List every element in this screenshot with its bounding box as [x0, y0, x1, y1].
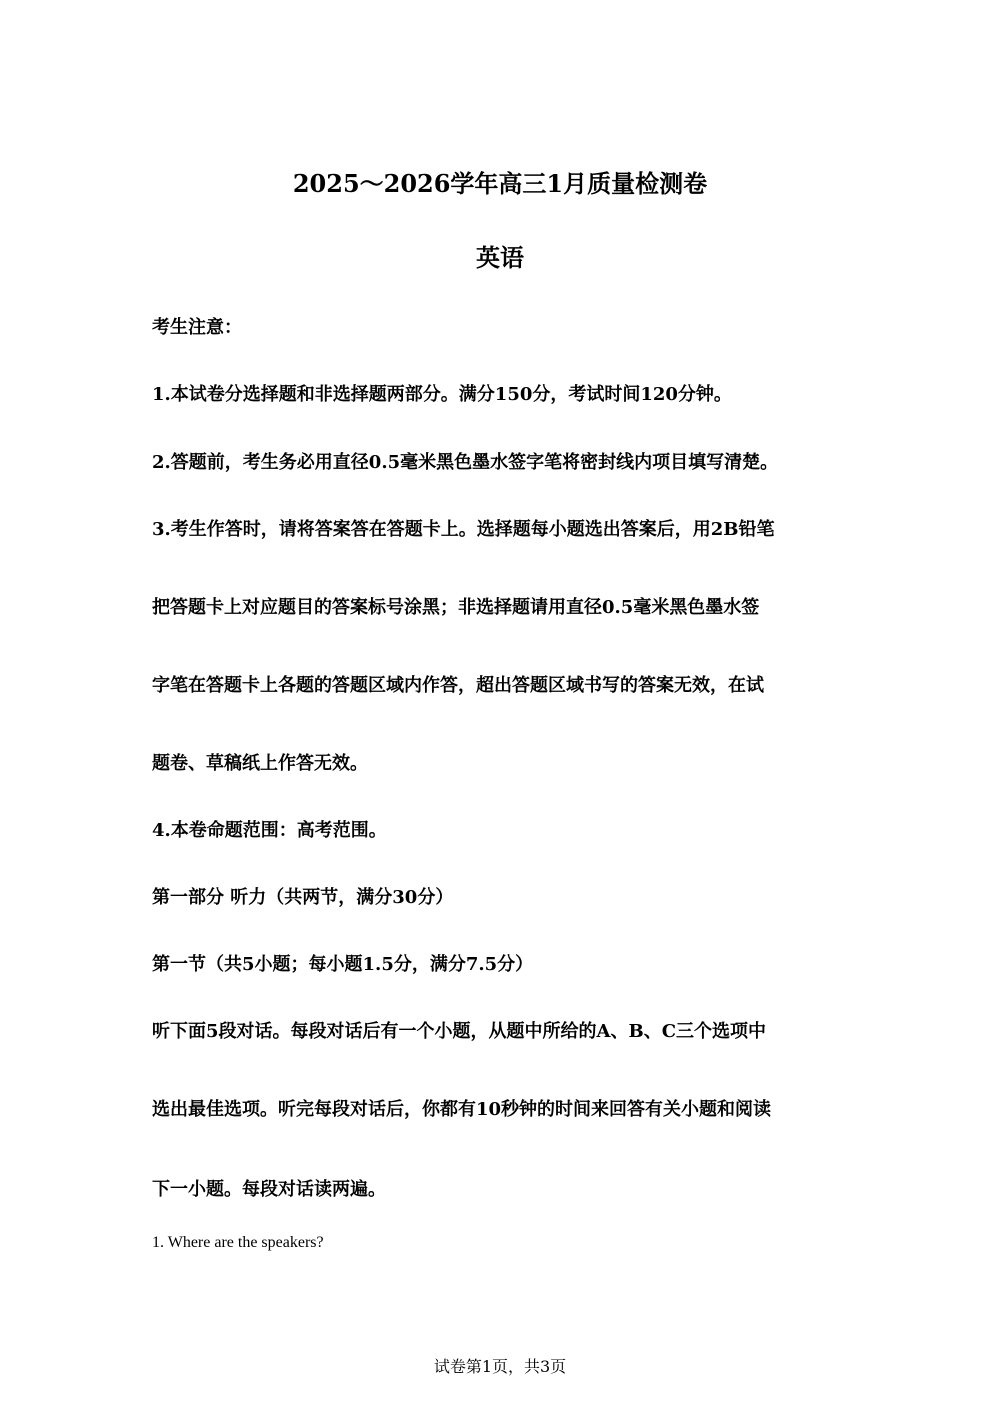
section1-heading: 第一节（共5小题；每小题1.5分，满分7.5分） [152, 954, 534, 975]
instructions-line-2: 选出最佳选项。听完每段对话后，你都有10秒钟的时间来回答有关小题和阅读 [152, 1099, 772, 1120]
question-1: 1. Where are the speakers? [152, 1234, 324, 1251]
subject-title: 英语 [476, 243, 524, 272]
notice-item-2: 2.答题前，考生务必用直径0.5毫米黑色墨水签字笔将密封线内项目填写清楚。 [152, 452, 779, 473]
notice-item-3-line-2: 把答题卡上对应题目的答案标号涂黑；非选择题请用直径0.5毫米黑色墨水签 [152, 597, 760, 618]
notice-heading: 考生注意： [152, 317, 242, 338]
part1-heading: 第一部分 听力（共两节，满分30分） [152, 887, 454, 908]
notice-item-3-line-3: 字笔在答题卡上各题的答题区域内作答，超出答题区域书写的答案无效，在试 [152, 675, 764, 696]
notice-item-3-line-1: 3.考生作答时，请将答案答在答题卡上。选择题每小题选出答案后，用2B铅笔 [152, 519, 775, 540]
instructions-line-3: 下一小题。每段对话读两遍。 [152, 1179, 386, 1200]
notice-item-1: 1.本试卷分选择题和非选择题两部分。满分150分，考试时间120分钟。 [152, 384, 732, 405]
instructions-line-1: 听下面5段对话。每段对话后有一个小题，从题中所给的A、B、C三个选项中 [152, 1021, 767, 1042]
notice-item-3-line-4: 题卷、草稿纸上作答无效。 [152, 753, 368, 774]
exam-title: 2025～2026学年高三1月质量检测卷 [292, 169, 708, 198]
page-footer: 试卷第1页，共3页 [433, 1357, 567, 1376]
notice-item-4: 4.本卷命题范围：高考范围。 [152, 820, 387, 841]
